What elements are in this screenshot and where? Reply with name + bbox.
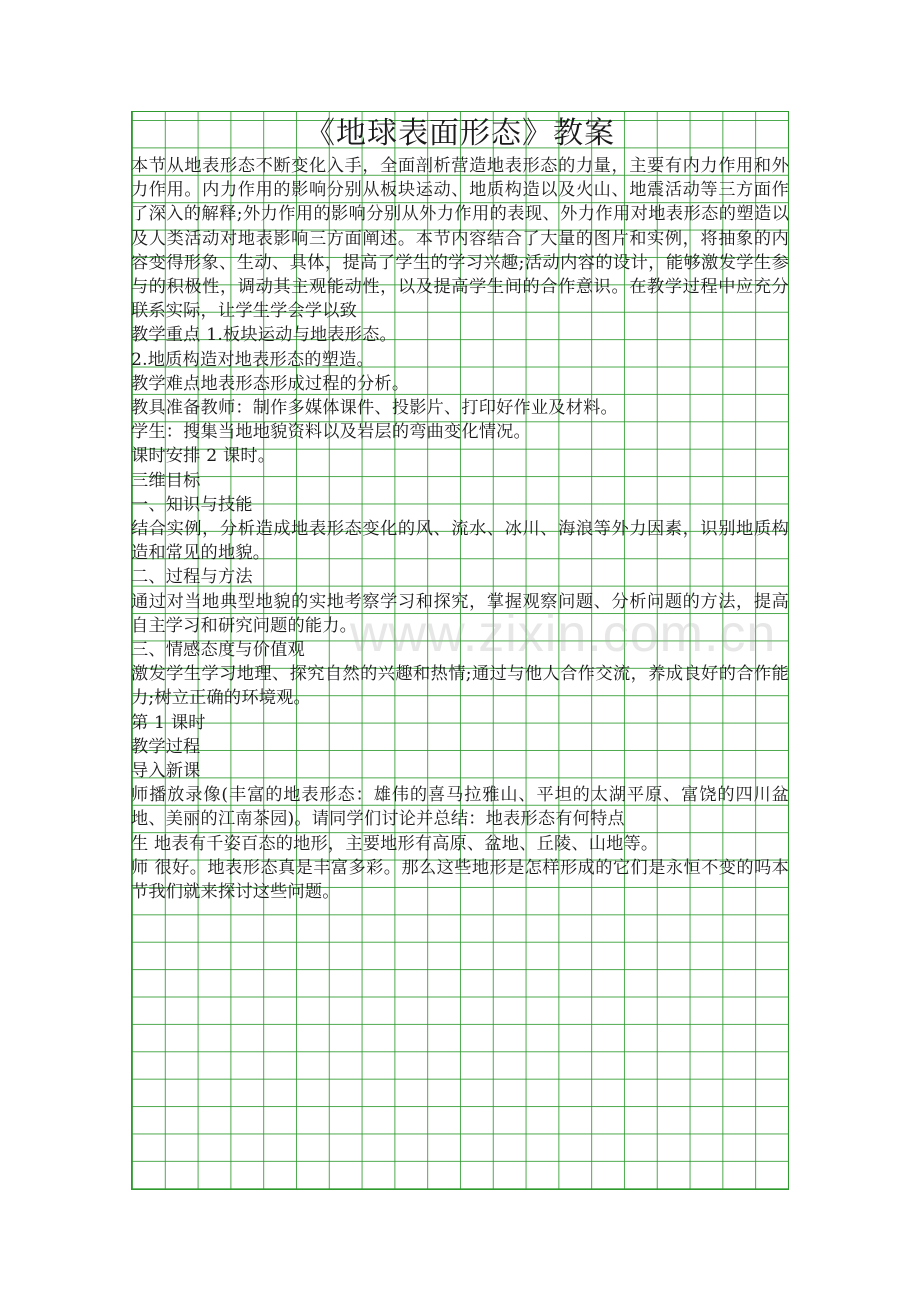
process-methods-text: 通过对当地典型地貌的实地考察学习和探究，掌握观察问题、分析问题的方法，提高自主学习和研究问题的能力。	[131, 591, 789, 636]
lesson-number: 第 1 课时	[131, 712, 206, 733]
intro-paragraph: 本节从地表形态不断变化入手，全面剖析营造地表形态的力量，主要有内力作用和外力作用。内力作用的影响分别从板块运动、地质构造以及火山、地震活动等三方面作了深入的解释;外力作用的影响分别从外力作用的表现、外力作用对地表形态的塑造以及人类活动对地表影响三方面阐述。本节内容结合了大量的图片和实例，将抽象的内容变得形象、生动、具体，提高了学生的学习兴趣;活动内容的设计，能够激发学生参与的积极性，调动其主观能动性，以及提高学生间的合作意识。在教学过程中应充分联系实际，让学生学会学以致	[131, 156, 789, 322]
teaching-focus-1: 教学重点 1.板块运动与地表形态。	[131, 325, 397, 346]
student-response: 生 地表有千姿百态的地形，主要地形有高原、盆地、丘陵、山地等。	[131, 833, 659, 854]
heading-introduction: 导入新课	[131, 761, 201, 782]
heading-three-dimensional-goals: 三维目标	[131, 470, 201, 491]
document-body	[131, 114, 789, 904]
knowledge-skills-text: 结合实例，分析造成地表形态变化的风、流水、冰川、海浪等外力因素，识别地质构造和常见的地貌。	[131, 519, 789, 564]
document-title: 《地球表面形态》教案	[305, 116, 615, 151]
class-schedule: 课时安排 2 课时。	[131, 446, 276, 467]
emotion-values-text: 激发学生学习地理、探究自然的兴趣和热情;通过与他人合作交流，养成良好的合作能力;树立正确的环境观。	[131, 664, 789, 709]
teacher-video-prompt: 师播放录像(丰富的地表形态：雄伟的喜马拉雅山、平坦的太湖平原、富饶的四川盆地、美丽的江南茶园)。请同学们讨论并总结：地表形态有何特点	[131, 785, 789, 830]
heading-knowledge-skills: 一、知识与技能	[131, 494, 253, 515]
teacher-response: 师 很好。地表形态真是丰富多彩。那么这些地形是怎样形成的它们是永恒不变的吗本节我们就来探讨这些问题。	[131, 857, 789, 903]
teaching-difficulty: 教学难点地表形态形成过程的分析。	[131, 373, 410, 394]
watermark: www.zixin.com.cn	[350, 605, 777, 663]
teaching-focus-2: 2.地质构造对地表形态的塑造。	[131, 349, 374, 370]
teaching-aids-teacher: 教具准备教师：制作多媒体课件、投影片、打印好作业及材料。	[131, 398, 618, 419]
heading-emotion-values: 三、情感态度与价值观	[131, 640, 305, 661]
heading-teaching-process: 教学过程	[131, 736, 201, 757]
heading-process-methods: 二、过程与方法	[131, 567, 253, 588]
teaching-aids-student: 学生：搜集当地地貌资料以及岩层的弯曲变化情况。	[131, 422, 531, 443]
